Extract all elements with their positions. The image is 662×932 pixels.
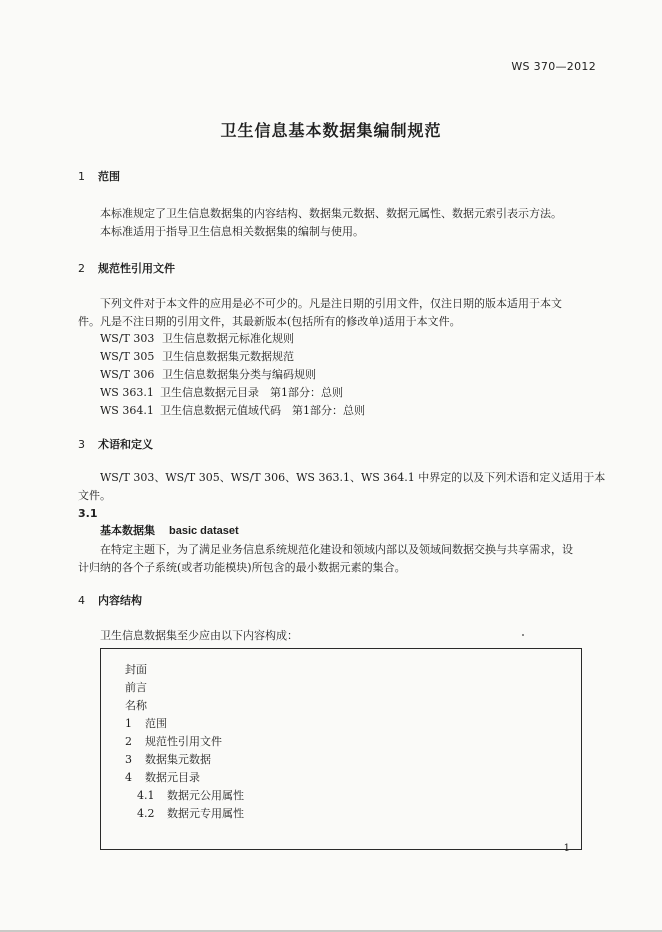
document-title: 卫生信息基本数据集编制规范	[220, 121, 442, 140]
paragraph-line: WS/T 303、WS/T 305、WS/T 306、WS 363.1、WS 364.1 中界定的以及下列术语和定义适用于本	[100, 471, 606, 484]
outline-text: 封面	[125, 663, 147, 676]
section-number: 4	[78, 594, 85, 607]
section-heading-scope	[78, 168, 120, 184]
term-heading	[100, 522, 239, 540]
paragraph-line: 文件。	[78, 489, 111, 502]
outline-item	[125, 715, 167, 731]
reference-entry	[100, 348, 294, 364]
outline-text: 数据元专用属性	[167, 807, 244, 820]
outline-item	[125, 697, 147, 713]
scan-speck	[522, 634, 524, 636]
outline-text: 数据元目录	[145, 771, 200, 784]
outline-item	[125, 733, 222, 749]
outline-number: 4.1	[137, 789, 155, 802]
reference-entry	[100, 330, 294, 346]
paragraph: 本标准适用于指导卫生信息相关数据集的编制与使用。	[100, 225, 364, 238]
reference-title: 卫生信息数据集元数据规范	[162, 350, 294, 363]
reference-code: WS/T 305	[100, 350, 155, 363]
outline-number: 1	[125, 717, 132, 730]
reference-code: WS 364.1	[100, 404, 154, 417]
reference-code: WS 363.1	[100, 386, 154, 399]
section-title: 范围	[98, 170, 120, 183]
definition-line: 计归纳的各个子系统(或者功能模块)所包含的最小数据元素的集合。	[78, 561, 406, 574]
outline-text: 规范性引用文件	[145, 735, 222, 748]
section-title: 内容结构	[98, 594, 142, 607]
reference-entry	[100, 366, 316, 382]
outline-text: 名称	[125, 699, 147, 712]
reference-entry	[100, 402, 365, 418]
section-heading-terms	[78, 436, 153, 452]
outline-number: 4	[125, 771, 132, 784]
standard-code: WS 370—2012	[511, 60, 596, 73]
outline-number: 2	[125, 735, 132, 748]
outline-text: 前言	[125, 681, 147, 694]
section-title: 规范性引用文件	[98, 262, 175, 275]
section-number: 2	[78, 262, 85, 275]
outline-item	[125, 769, 200, 785]
section-heading-normative-refs	[78, 260, 175, 276]
outline-text: 范围	[145, 717, 167, 730]
reference-code: WS/T 303	[100, 332, 155, 345]
outline-item	[125, 751, 211, 767]
section-number: 3	[78, 438, 85, 451]
content-outline-box	[100, 648, 582, 850]
reference-title: 卫生信息数据元值域代码 第1部分：总则	[160, 404, 365, 417]
reference-entry	[100, 384, 343, 400]
outline-subitem	[137, 805, 244, 821]
paragraph: 本标准规定了卫生信息数据集的内容结构、数据集元数据、数据元属性、数据元索引表示方法。	[100, 207, 562, 220]
outline-text: 数据元公用属性	[167, 789, 244, 802]
reference-title: 卫生信息数据元目录 第1部分：总则	[160, 386, 343, 399]
term-english: basic dataset	[169, 525, 239, 537]
outline-number: 3	[125, 753, 132, 766]
outline-subitem	[137, 787, 244, 803]
paragraph-line: 下列文件对于本文件的应用是必不可少的。凡是注日期的引用文件，仅注日期的版本适用于本文	[100, 297, 562, 310]
outline-number: 4.2	[137, 807, 155, 820]
definition-line: 在特定主题下，为了满足业务信息系统规范化建设和领域内部以及领域间数据交换与共享需求，设	[100, 543, 573, 556]
reference-title: 卫生信息数据集分类与编码规则	[162, 368, 316, 381]
section-heading-content-structure	[78, 592, 142, 608]
section-number: 1	[78, 170, 85, 183]
term-number: 3.1	[78, 507, 98, 520]
section-title: 术语和定义	[98, 438, 153, 451]
paragraph-line: 件。凡是不注日期的引用文件，其最新版本(包括所有的修改单)适用于本文件。	[78, 315, 461, 328]
outline-text: 数据集元数据	[145, 753, 211, 766]
paragraph: 卫生信息数据集至少应由以下内容构成：	[100, 629, 298, 642]
page-number: 1	[563, 843, 570, 854]
term-chinese: 基本数据集	[100, 524, 155, 537]
outline-item	[125, 679, 147, 695]
outline-item	[125, 661, 147, 677]
reference-code: WS/T 306	[100, 368, 155, 381]
reference-title: 卫生信息数据元标准化规则	[162, 332, 294, 345]
